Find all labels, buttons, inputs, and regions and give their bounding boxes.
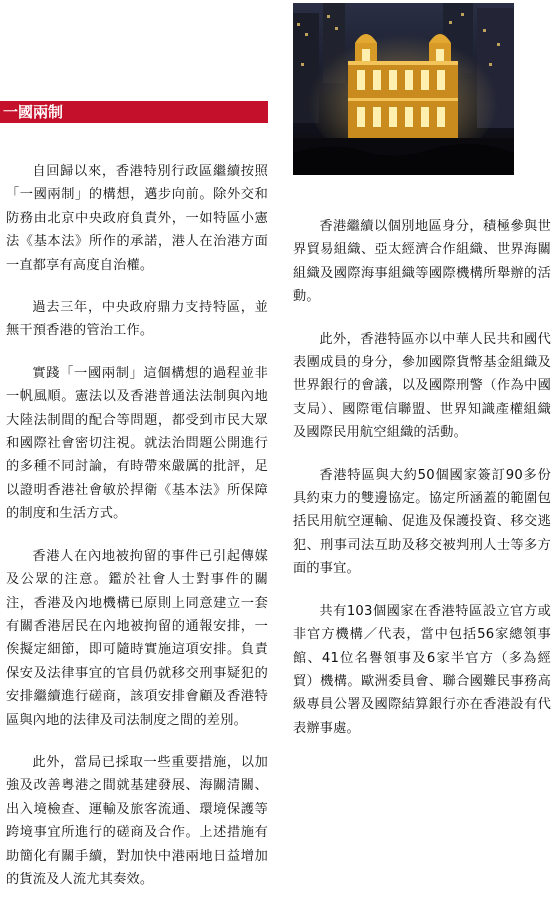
hero-photo-building-night bbox=[293, 3, 514, 175]
paragraph: 香港繼續以個別地區身分，積極參與世界貿易組織、亞太經濟合作組織、世界海關組織及國際海事組織等國際機構所舉辦的活動。 bbox=[293, 219, 551, 305]
paragraph: 此外，當局已採取一些重要措施，以加強及改善粵港之間就基建發展、海關清關、出入境檢查、運輸及旅客流通、環境保護等跨境事宜所進行的磋商及合作。上述措施有助簡化有關手續，對加快中港兩地日益增加的貨流及人流尤其奏效。 bbox=[6, 754, 268, 887]
paragraph: 過去三年，中央政府鼎力支持特區，並無干預香港的管治工作。 bbox=[6, 300, 268, 339]
paragraph: 香港人在內地被拘留的事件已引起傳媒及公眾的注意。鑑於社會人士對事件的關注，香港及內地機構已原則上同意建立一套有關香港居民在內地被拘留的通報安排，一俟擬定細節，即可隨時實施這項安排。負責保安及法律事宜的官員仍就移交刑事疑犯的安排繼續進行磋商，該項安排會顧及香港特區與內地的法律及司法制度之間的差別。 bbox=[6, 548, 268, 728]
left-text-column bbox=[6, 160, 268, 910]
section-title: 一國兩制 bbox=[3, 103, 64, 121]
paragraph: 香港特區與大約50個國家簽訂90多份具約束力的雙邊協定。協定所涵蓋的範圍包括民用航空運輸、促進及保護投資、移交逃犯、刑事司法互助及移交被判刑人士等多方面的事宜。 bbox=[293, 467, 551, 577]
paragraph: 共有103個國家在香港特區設立官方或非官方機構／代表，當中包括56家總領事館、41位名譽領事及6家半官方（多為經貿）機構。歐洲委員會、聯合國難民事務高級專員公署及國際結算銀行亦在香港設有代表辦事處。 bbox=[293, 603, 551, 736]
paragraph: 自回歸以來，香港特別行政區繼續按照「一國兩制」的構想，邁步向前。除外交和防務由北京中央政府負責外，一如特區小憲法《基本法》所作的承諾，港人在治港方面一直都享有高度自治權。 bbox=[6, 164, 268, 273]
paragraph: 實踐「一國兩制」這個構想的過程並非一帆風順。憲法以及香港普通法法制與內地大陸法制間的配合等問題，都受到市民大眾和國際社會密切注視。就法治問題公開進行的多種不同討論，有時帶來嚴厲的批評，足以證明香港社會敏於捍衛《基本法》所保障的制度和生活方式。 bbox=[6, 365, 268, 522]
section-header-one-country-two-systems bbox=[0, 101, 268, 123]
paragraph: 此外，香港特區亦以中華人民共和國代表團成員的身分，參加國際貨幣基金組織及世界銀行的會議，以及國際刑警（作為中國支局）、國際電信聯盟、世界知識產權組織及國際民用航空組織的活動。 bbox=[293, 331, 551, 441]
illuminated-building-illustration bbox=[293, 3, 514, 175]
right-text-column bbox=[293, 215, 551, 759]
